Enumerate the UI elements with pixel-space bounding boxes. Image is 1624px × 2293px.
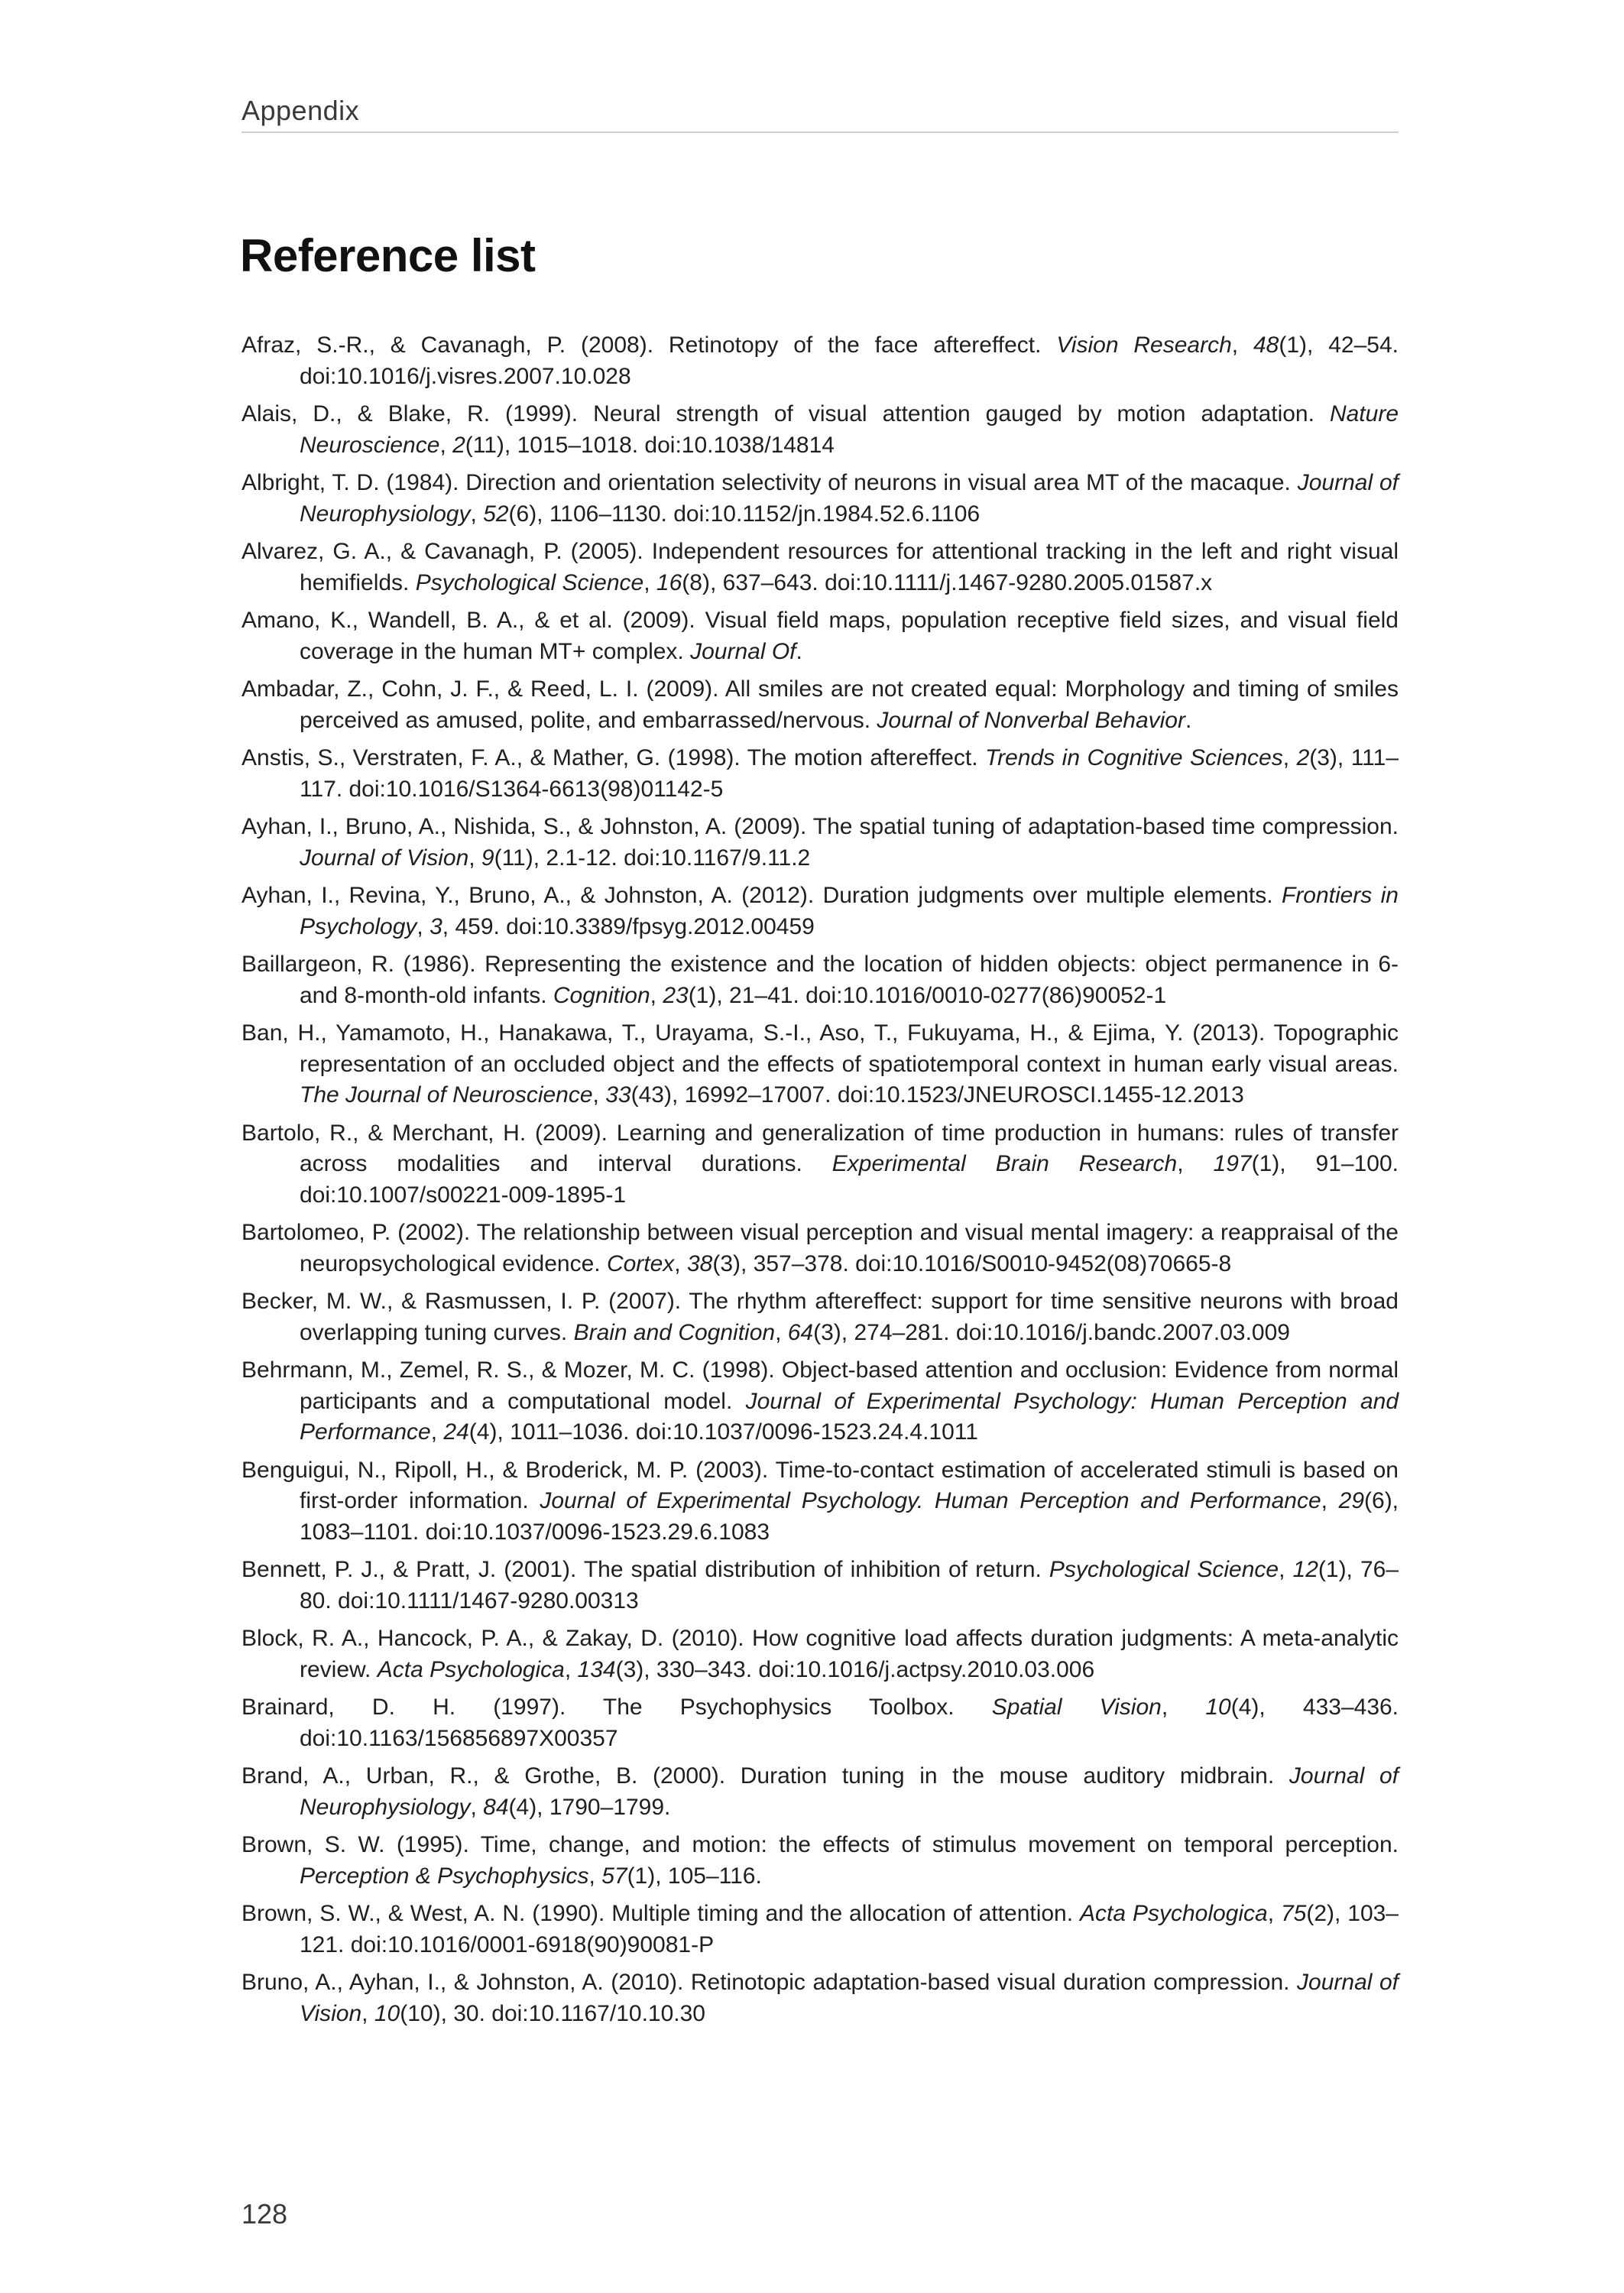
reference-tail: (2), 103–121. doi:10.1016/0001-6918(90)90081-P (300, 1901, 1399, 1957)
reference-tail: (4), 1790–1799. (508, 1794, 671, 1820)
reference-entry (241, 1623, 1399, 1685)
separator: , (1177, 1151, 1214, 1176)
separator: , (1161, 1695, 1206, 1720)
journal-title: Trends in Cognitive Sciences (985, 745, 1283, 770)
reference-text: Behrmann, M., Zemel, R. S., & Mozer, M. C. (1998). Object-based attention and occlusion: Evidence from normal participants and a computational model. (241, 1357, 1399, 1414)
separator: , (592, 1082, 606, 1108)
reference-entry (241, 1018, 1399, 1111)
reference-tail: , 459. doi:10.3389/fpsyg.2012.00459 (442, 913, 815, 939)
reference-entry (241, 1761, 1399, 1823)
journal-title: Acta Psychologica (377, 1656, 565, 1682)
reference-text: Bruno, A., Ayhan, I., & Johnston, A. (2010). Retinotopic adaptation-based visual duration compression. (241, 1970, 1298, 1995)
journal-title: Acta Psychologica (1080, 1901, 1268, 1926)
journal-title: Vision Research (1056, 332, 1232, 358)
separator: , (564, 1656, 578, 1682)
journal-title: Journal of Vision (300, 845, 469, 871)
reference-text: Becker, M. W., & Rasmussen, I. P. (2007). The rhythm aftereffect: support for time sensitive neurons with broad overlapping tuning curves. (241, 1289, 1399, 1345)
journal-title: Frontiers in Psychology (300, 883, 1399, 939)
separator: , (1267, 1901, 1281, 1926)
reference-entry (241, 949, 1399, 1011)
reference-text: Brand, A., Urban, R., & Grothe, B. (2000). Duration tuning in the mouse auditory midbrain. (241, 1763, 1289, 1789)
reference-text: Ayhan, I., Bruno, A., Nishida, S., & Johnston, A. (2009). The spatial tuning of adaptation-based time compression. (241, 814, 1399, 839)
reference-text: Anstis, S., Verstraten, F. A., & Mather, G. (1998). The motion aftereffect. (241, 745, 986, 770)
journal-title: Experimental Brain Research (831, 1151, 1178, 1176)
reference-text: Brown, S. W., & West, A. N. (1990). Multiple timing and the allocation of attention. (241, 1901, 1080, 1926)
volume: 29 (1338, 1488, 1365, 1513)
journal-title: Cognition (553, 982, 650, 1008)
reference-tail: (11), 2.1-12. doi:10.1167/9.11.2 (494, 845, 811, 871)
reference-tail: (43), 16992–17007. doi:10.1523/JNEUROSCI.1455-12.2013 (630, 1082, 1244, 1108)
reference-tail: (3), 274–281. doi:10.1016/j.bandc.2007.03.009 (813, 1319, 1290, 1345)
reference-text: Ayhan, I., Revina, Y., Bruno, A., & Johnston, A. (2012). Duration judgments over multiple elements. (241, 883, 1282, 908)
separator: , (1321, 1488, 1339, 1513)
volume: 10 (1205, 1695, 1231, 1720)
volume: 10 (374, 2000, 400, 2026)
reference-tail: (3), 111–117. doi:10.1016/S1364-6613(98)01142-5 (300, 745, 1399, 802)
separator: , (650, 982, 663, 1008)
reference-text: Albright, T. D. (1984). Direction and orientation selectivity of neurons in visual area MT of the macaque. (241, 470, 1298, 495)
journal-title: The Journal of Neuroscience (300, 1082, 593, 1108)
reference-tail: (4), 1011–1036. doi:10.1037/0096-1523.24.4.1011 (468, 1419, 978, 1445)
reference-text: Brainard, D. H. (1997). The Psychophysics Toolbox. (241, 1695, 992, 1720)
volume: 24 (443, 1419, 469, 1445)
reference-entry (241, 1692, 1399, 1754)
journal-title: Psychological Science (1049, 1557, 1279, 1582)
reference-entry (241, 1118, 1399, 1211)
separator: , (588, 1863, 602, 1889)
reference-tail: (4), 433–436. doi:10.1163/156856897X00357 (300, 1695, 1399, 1751)
reference-tail: (1), 42–54. doi:10.1016/j.visres.2007.10.028 (300, 332, 1399, 389)
reference-entry (241, 399, 1399, 461)
volume: 57 (601, 1863, 627, 1889)
reference-entry (241, 1899, 1399, 1961)
volume: 12 (1292, 1557, 1318, 1582)
reference-tail: (3), 357–378. doi:10.1016/S0010-9452(08)70665-8 (712, 1250, 1232, 1276)
reference-list (241, 330, 1399, 2036)
reference-entry (241, 537, 1399, 598)
volume: 2 (1296, 745, 1310, 770)
reference-text: Ban, H., Yamamoto, H., Hanakawa, T., Urayama, S.-I., Aso, T., Fukuyama, H., & Ejima, Y. (2013). Topographic representation of an occluded object and the effects of spatiotemporal context in human early visual areas. (241, 1020, 1399, 1077)
separator: , (674, 1250, 687, 1276)
volume: 64 (787, 1319, 814, 1345)
reference-entry (241, 1218, 1399, 1279)
journal-title: Journal of Nonverbal Behavior (877, 707, 1185, 733)
reference-entry (241, 1286, 1399, 1348)
volume: 3 (430, 913, 442, 939)
reference-entry (241, 1967, 1399, 2029)
reference-tail: . (1185, 707, 1192, 733)
reference-entry (241, 468, 1399, 530)
separator: , (430, 1419, 444, 1445)
reference-text: Alais, D., & Blake, R. (1999). Neural strength of visual attention gauged by motion adaptation. (241, 401, 1330, 426)
journal-title: Journal of Experimental Psychology. Human Perception and Performance (540, 1488, 1321, 1513)
reference-text: Bartolo, R., & Merchant, H. (2009). Learning and generalization of time production in humans: rules of transfer across modalities and interval durations. (241, 1120, 1399, 1176)
reference-tail: (3), 330–343. doi:10.1016/j.actpsy.2010.03.006 (615, 1656, 1095, 1682)
volume: 48 (1253, 332, 1279, 358)
separator: , (439, 432, 453, 458)
volume: 197 (1213, 1151, 1252, 1176)
header-rule (241, 131, 1399, 133)
reference-tail: . (796, 638, 802, 664)
journal-title: Journal Of (690, 638, 796, 664)
volume: 52 (483, 501, 509, 527)
reference-entry (241, 743, 1399, 805)
separator: , (1231, 332, 1253, 358)
journal-title: Perception & Psychophysics (300, 1863, 589, 1889)
volume: 84 (483, 1794, 509, 1820)
reference-tail: (1), 105–116. (627, 1863, 762, 1889)
reference-entry (241, 1455, 1399, 1549)
reference-text: Block, R. A., Hancock, P. A., & Zakay, D. (2010). How cognitive load affects duration judgments: A meta-analytic review. (241, 1626, 1399, 1682)
journal-title: Journal of Neurophysiology (300, 470, 1399, 527)
separator: , (1282, 745, 1297, 770)
reference-text: Amano, K., Wandell, B. A., & et al. (2009). Visual field maps, population receptive field sizes, and visual field coverage in the human MT+ complex. (241, 608, 1399, 664)
reference-entry (241, 812, 1399, 874)
journal-title: Nature Neuroscience (300, 401, 1399, 458)
volume: 23 (663, 982, 689, 1008)
reference-tail: (6), 1083–1101. doi:10.1037/0096-1523.29.6.1083 (300, 1488, 1399, 1545)
journal-title: Journal of Vision (300, 1970, 1399, 2026)
separator: , (470, 501, 484, 527)
reference-entry (241, 1555, 1399, 1617)
reference-tail: (1), 76–80. doi:10.1111/1467-9280.00313 (300, 1557, 1399, 1614)
separator: , (1279, 1557, 1293, 1582)
separator: , (643, 569, 656, 595)
separator: , (775, 1319, 788, 1345)
journal-title: Spatial Vision (991, 1695, 1162, 1720)
page-number: 128 (241, 2198, 288, 2230)
separator: , (417, 913, 430, 939)
volume: 75 (1280, 1901, 1307, 1926)
reference-entry (241, 1355, 1399, 1448)
reference-text: Baillargeon, R. (1986). Representing the existence and the location of hidden objects: object permanence in 6- and 8-month-old infants. (241, 952, 1399, 1008)
running-header: Appendix (241, 95, 360, 126)
reference-tail: (6), 1106–1130. doi:10.1152/jn.1984.52.6.1106 (508, 501, 981, 527)
reference-text: Bartolomeo, P. (2002). The relationship between visual perception and visual mental imagery: a reappraisal of the neuropsychological evidence. (241, 1220, 1399, 1276)
reference-text: Alvarez, G. A., & Cavanagh, P. (2005). Independent resources for attentional tracking in the left and right visual hemifields. (241, 539, 1399, 595)
reference-text: Ambadar, Z., Cohn, J. F., & Reed, L. I. (2009). All smiles are not created equal: Morphology and timing of smiles perceived as amused, polite, and embarrassed/nervous. (241, 676, 1399, 733)
volume: 16 (656, 569, 682, 595)
volume: 33 (605, 1082, 631, 1108)
reference-text: Benguigui, N., Ripoll, H., & Broderick, M. P. (2003). Time-to-contact estimation of accelerated stimuli is based on first-order information. (241, 1457, 1399, 1513)
journal-title: Journal of Neurophysiology (300, 1763, 1399, 1820)
reference-tail: (1), 21–41. doi:10.1016/0010-0277(86)90052-1 (688, 982, 1167, 1008)
volume: 9 (481, 845, 494, 871)
journal-title: Cortex (606, 1250, 675, 1276)
reference-tail: (1), 91–100. doi:10.1007/s00221-009-1895-1 (300, 1151, 1399, 1208)
reference-tail: (10), 30. doi:10.1167/10.10.30 (400, 2000, 705, 2026)
journal-title: Journal of Experimental Psychology: Human Perception and Performance (300, 1388, 1399, 1445)
separator: , (468, 845, 481, 871)
journal-title: Psychological Science (415, 569, 644, 595)
volume: 2 (452, 432, 465, 458)
volume: 134 (577, 1656, 616, 1682)
reference-text: Afraz, S.-R., & Cavanagh, P. (2008). Retinotopy of the face aftereffect. (241, 332, 1057, 358)
reference-entry (241, 1830, 1399, 1892)
reference-entry (241, 674, 1399, 736)
reference-text: Bennett, P. J., & Pratt, J. (2001). The spatial distribution of inhibition of return. (241, 1557, 1049, 1582)
reference-entry (241, 605, 1399, 667)
reference-tail: (11), 1015–1018. doi:10.1038/14814 (465, 432, 835, 458)
page-title: Reference list (240, 230, 536, 281)
reference-tail: (8), 637–643. doi:10.1111/j.1467-9280.2005.01587.x (682, 569, 1213, 595)
reference-text: Brown, S. W. (1995). Time, change, and motion: the effects of stimulus movement on temporal perception. (241, 1832, 1399, 1857)
reference-entry (241, 881, 1399, 942)
separator: , (470, 1794, 484, 1820)
reference-entry (241, 330, 1399, 392)
separator: , (361, 2000, 374, 2026)
volume: 38 (686, 1250, 713, 1276)
journal-title: Brain and Cognition (573, 1319, 776, 1345)
